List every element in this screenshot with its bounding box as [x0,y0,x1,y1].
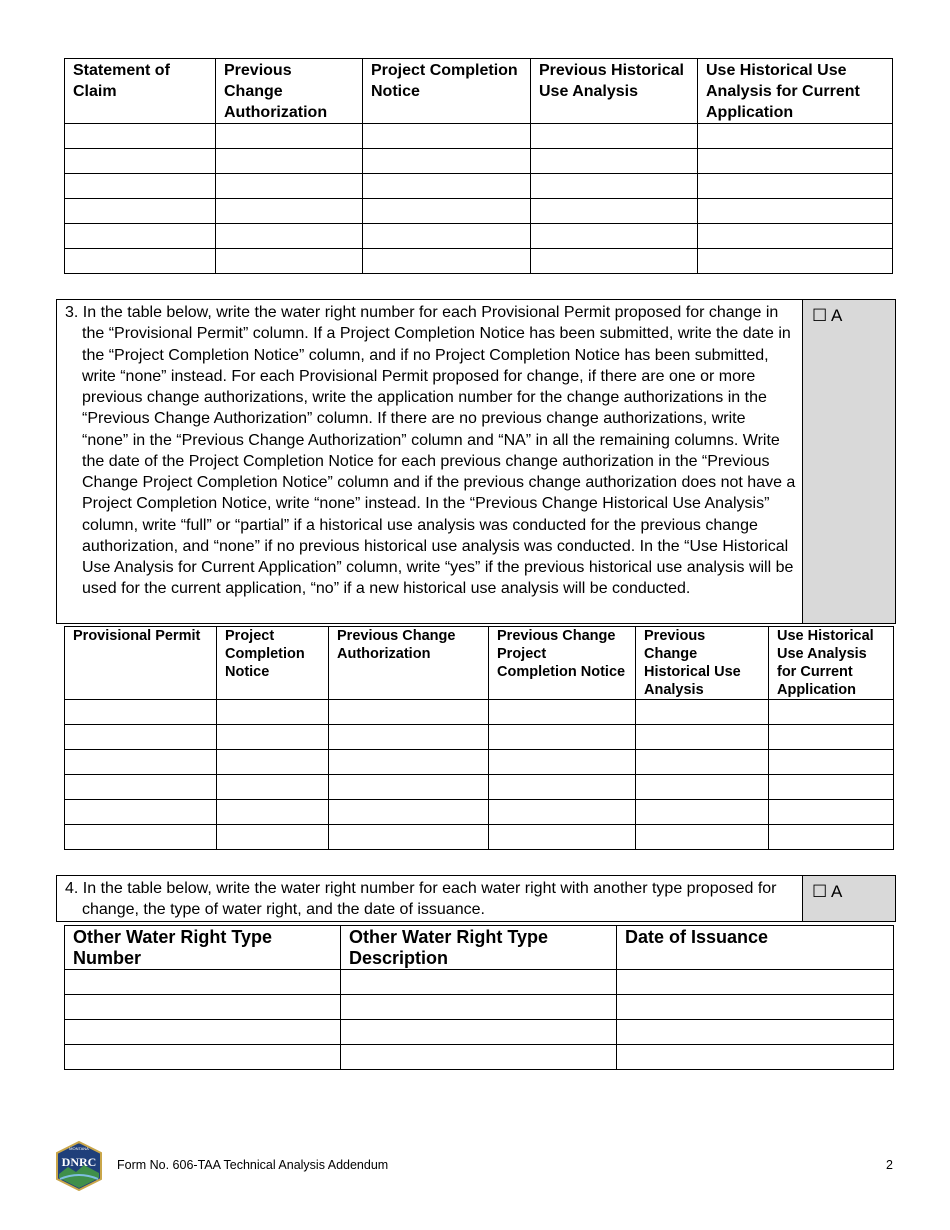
table-cell[interactable] [617,995,894,1020]
table-cell[interactable] [217,825,329,850]
table-row [65,1020,894,1045]
table-cell[interactable] [363,174,531,199]
table-cell[interactable] [65,995,341,1020]
column-header-provisional-permit: Provisional Permit [65,627,217,700]
column-header-use-historical-use-analysis: Use Historical Use Analysis for Current Application [769,627,894,700]
section-3-checkbox[interactable]: ☐ A [803,300,895,623]
column-header-use-historical-use-analysis: Use Historical Use Analysis for Current Application [698,59,893,124]
table-row [65,1045,894,1070]
section-3-instructions-text: 3. In the table below, write the water right number for each Provisional Permit proposed for change in the “Provisional Permit” column. If a Project Completion Notice has been submitted, write the date in the “Project Completion Notice” column, and if no Project Completion Notice has been submitted, write “none” instead. For each Provisional Permit proposed for change, if there are one or more previous change authorizations, write the application number for the change authorizations in the “Previous Change Authorization” column. If there are no previous change authorizations, write “none” in the “Previous Change Authorization” column and “NA” in all the remaining columns. Write the date of the Project Completion Notice for each previous change authorization in the “Previous Change Project Completion Notice” column and if the previous change authorization does not have a Project Completion Notice, write “none” instead. In the “Previous Change Historical Use Analysis” column, write “full” or “partial” if a historical use analysis was conducted for the previous change authorization, and “none” if no previous historical use analysis was conducted. In the “Use Historical Use Analysis for Current Application” column, write “yes” if the previous historical use analysis will be used for the current application, “no” if a new historical use analysis will be conducted. [65,304,796,598]
table-cell[interactable] [531,199,698,224]
table-cell[interactable] [617,1045,894,1070]
footer-form-name: Form No. 606-TAA Technical Analysis Addendum [117,1158,389,1172]
table-cell[interactable] [216,174,363,199]
table-cell[interactable] [769,725,894,750]
table-row [65,800,894,825]
table-cell[interactable] [636,725,769,750]
column-header-project-completion-notice: Project Completion Notice [217,627,329,700]
column-header-previous-historical-use-analysis: Previous Historical Use Analysis [531,59,698,124]
table-cell[interactable] [698,199,893,224]
column-header-statement-of-claim: Statement of Claim [65,59,216,124]
table-cell[interactable] [769,800,894,825]
table-cell[interactable] [217,700,329,725]
table-cell[interactable] [65,800,217,825]
table-cell[interactable] [489,725,636,750]
table-cell[interactable] [329,750,489,775]
table-cell[interactable] [329,725,489,750]
page-number: 2 [886,1158,893,1172]
section-3-instructions [57,300,803,623]
column-header-date-of-issuance: Date of Issuance [617,926,894,970]
column-header-other-water-right-type-number: Other Water Right Type Number [65,926,341,970]
table-row [65,775,894,800]
table-cell[interactable] [531,249,698,274]
table-cell[interactable] [341,995,617,1020]
table-cell[interactable] [698,124,893,149]
table-row [65,750,894,775]
table-cell[interactable] [65,825,217,850]
section-3-instructions-box [56,299,896,624]
table-cell[interactable] [65,750,217,775]
table-cell[interactable] [217,775,329,800]
table-cell[interactable] [769,700,894,725]
table-cell[interactable] [363,249,531,274]
table-cell[interactable] [329,700,489,725]
table-cell[interactable] [65,1045,341,1070]
provisional-permit-table [64,626,894,850]
table-cell[interactable] [65,199,216,224]
table-cell[interactable] [216,124,363,149]
table-row [65,725,894,750]
table-row [65,124,893,149]
table-cell[interactable] [65,725,217,750]
column-header-previous-change-project-completion-notice: Previous Change Project Completion Notice [489,627,636,700]
table-row [65,149,893,174]
table-cell[interactable] [769,825,894,850]
table-row [65,700,894,725]
table-cell[interactable] [636,800,769,825]
table-cell[interactable] [216,199,363,224]
column-header-previous-change-authorization: Previous Change Authorization [216,59,363,124]
table-cell[interactable] [636,775,769,800]
table-row [65,174,893,199]
table-cell[interactable] [216,249,363,274]
table-cell[interactable] [65,249,216,274]
table-cell[interactable] [636,750,769,775]
table-cell[interactable] [341,1020,617,1045]
table-cell[interactable] [65,124,216,149]
table-row [65,249,893,274]
table-cell[interactable] [65,174,216,199]
table-cell[interactable] [698,174,893,199]
table-cell[interactable] [636,825,769,850]
column-header-other-water-right-type-description: Other Water Right Type Description [341,926,617,970]
table-cell[interactable] [65,224,216,249]
section-4-checkbox[interactable]: ☐ A [803,876,895,921]
table-cell[interactable] [217,725,329,750]
table-cell[interactable] [217,750,329,775]
table-cell[interactable] [531,149,698,174]
table-cell[interactable] [617,970,894,995]
section-4-instructions [57,876,803,921]
other-water-right-table [64,925,894,1070]
table-cell[interactable] [329,775,489,800]
table-cell[interactable] [769,775,894,800]
table-cell[interactable] [636,700,769,725]
table-cell[interactable] [217,800,329,825]
logo-top-text: MONTANA [69,1146,89,1151]
table-cell[interactable] [489,750,636,775]
table-cell[interactable] [65,700,217,725]
dnrc-logo [54,1141,104,1191]
table-cell[interactable] [363,224,531,249]
table-cell[interactable] [617,1020,894,1045]
table-cell[interactable] [489,825,636,850]
table-cell[interactable] [363,199,531,224]
historical-use-table [64,58,893,274]
table-cell[interactable] [65,149,216,174]
table-cell[interactable] [698,249,893,274]
table-cell[interactable] [769,750,894,775]
column-header-project-completion-notice: Project Completion Notice [363,59,531,124]
table-cell[interactable] [65,1020,341,1045]
table-cell[interactable] [489,700,636,725]
table-row [65,970,894,995]
column-header-previous-change-authorization: Previous Change Authorization [329,627,489,700]
table-row [65,199,893,224]
table-cell[interactable] [489,800,636,825]
section-4-instructions-text: 4. In the table below, write the water right number for each water right with another type proposed for change, the type of water right, and the date of issuance. [65,880,777,919]
table-cell[interactable] [489,775,636,800]
table-cell[interactable] [329,825,489,850]
table-cell[interactable] [341,1045,617,1070]
table-cell[interactable] [363,149,531,174]
table-cell[interactable] [363,124,531,149]
logo-text: DNRC [61,1155,97,1169]
column-header-previous-change-historical-use-analysis: Previous Change Historical Use Analysis [636,627,769,700]
table-cell[interactable] [698,149,893,174]
table-cell[interactable] [698,224,893,249]
table-row [65,995,894,1020]
table-cell[interactable] [329,800,489,825]
table-cell[interactable] [216,149,363,174]
table-cell[interactable] [531,124,698,149]
table-cell[interactable] [341,970,617,995]
table-cell[interactable] [65,775,217,800]
table-cell[interactable] [531,224,698,249]
table-cell[interactable] [65,970,341,995]
table-row [65,224,893,249]
section-4-instructions-box [56,875,896,922]
table-row [65,825,894,850]
table-cell[interactable] [216,224,363,249]
table-cell[interactable] [531,174,698,199]
